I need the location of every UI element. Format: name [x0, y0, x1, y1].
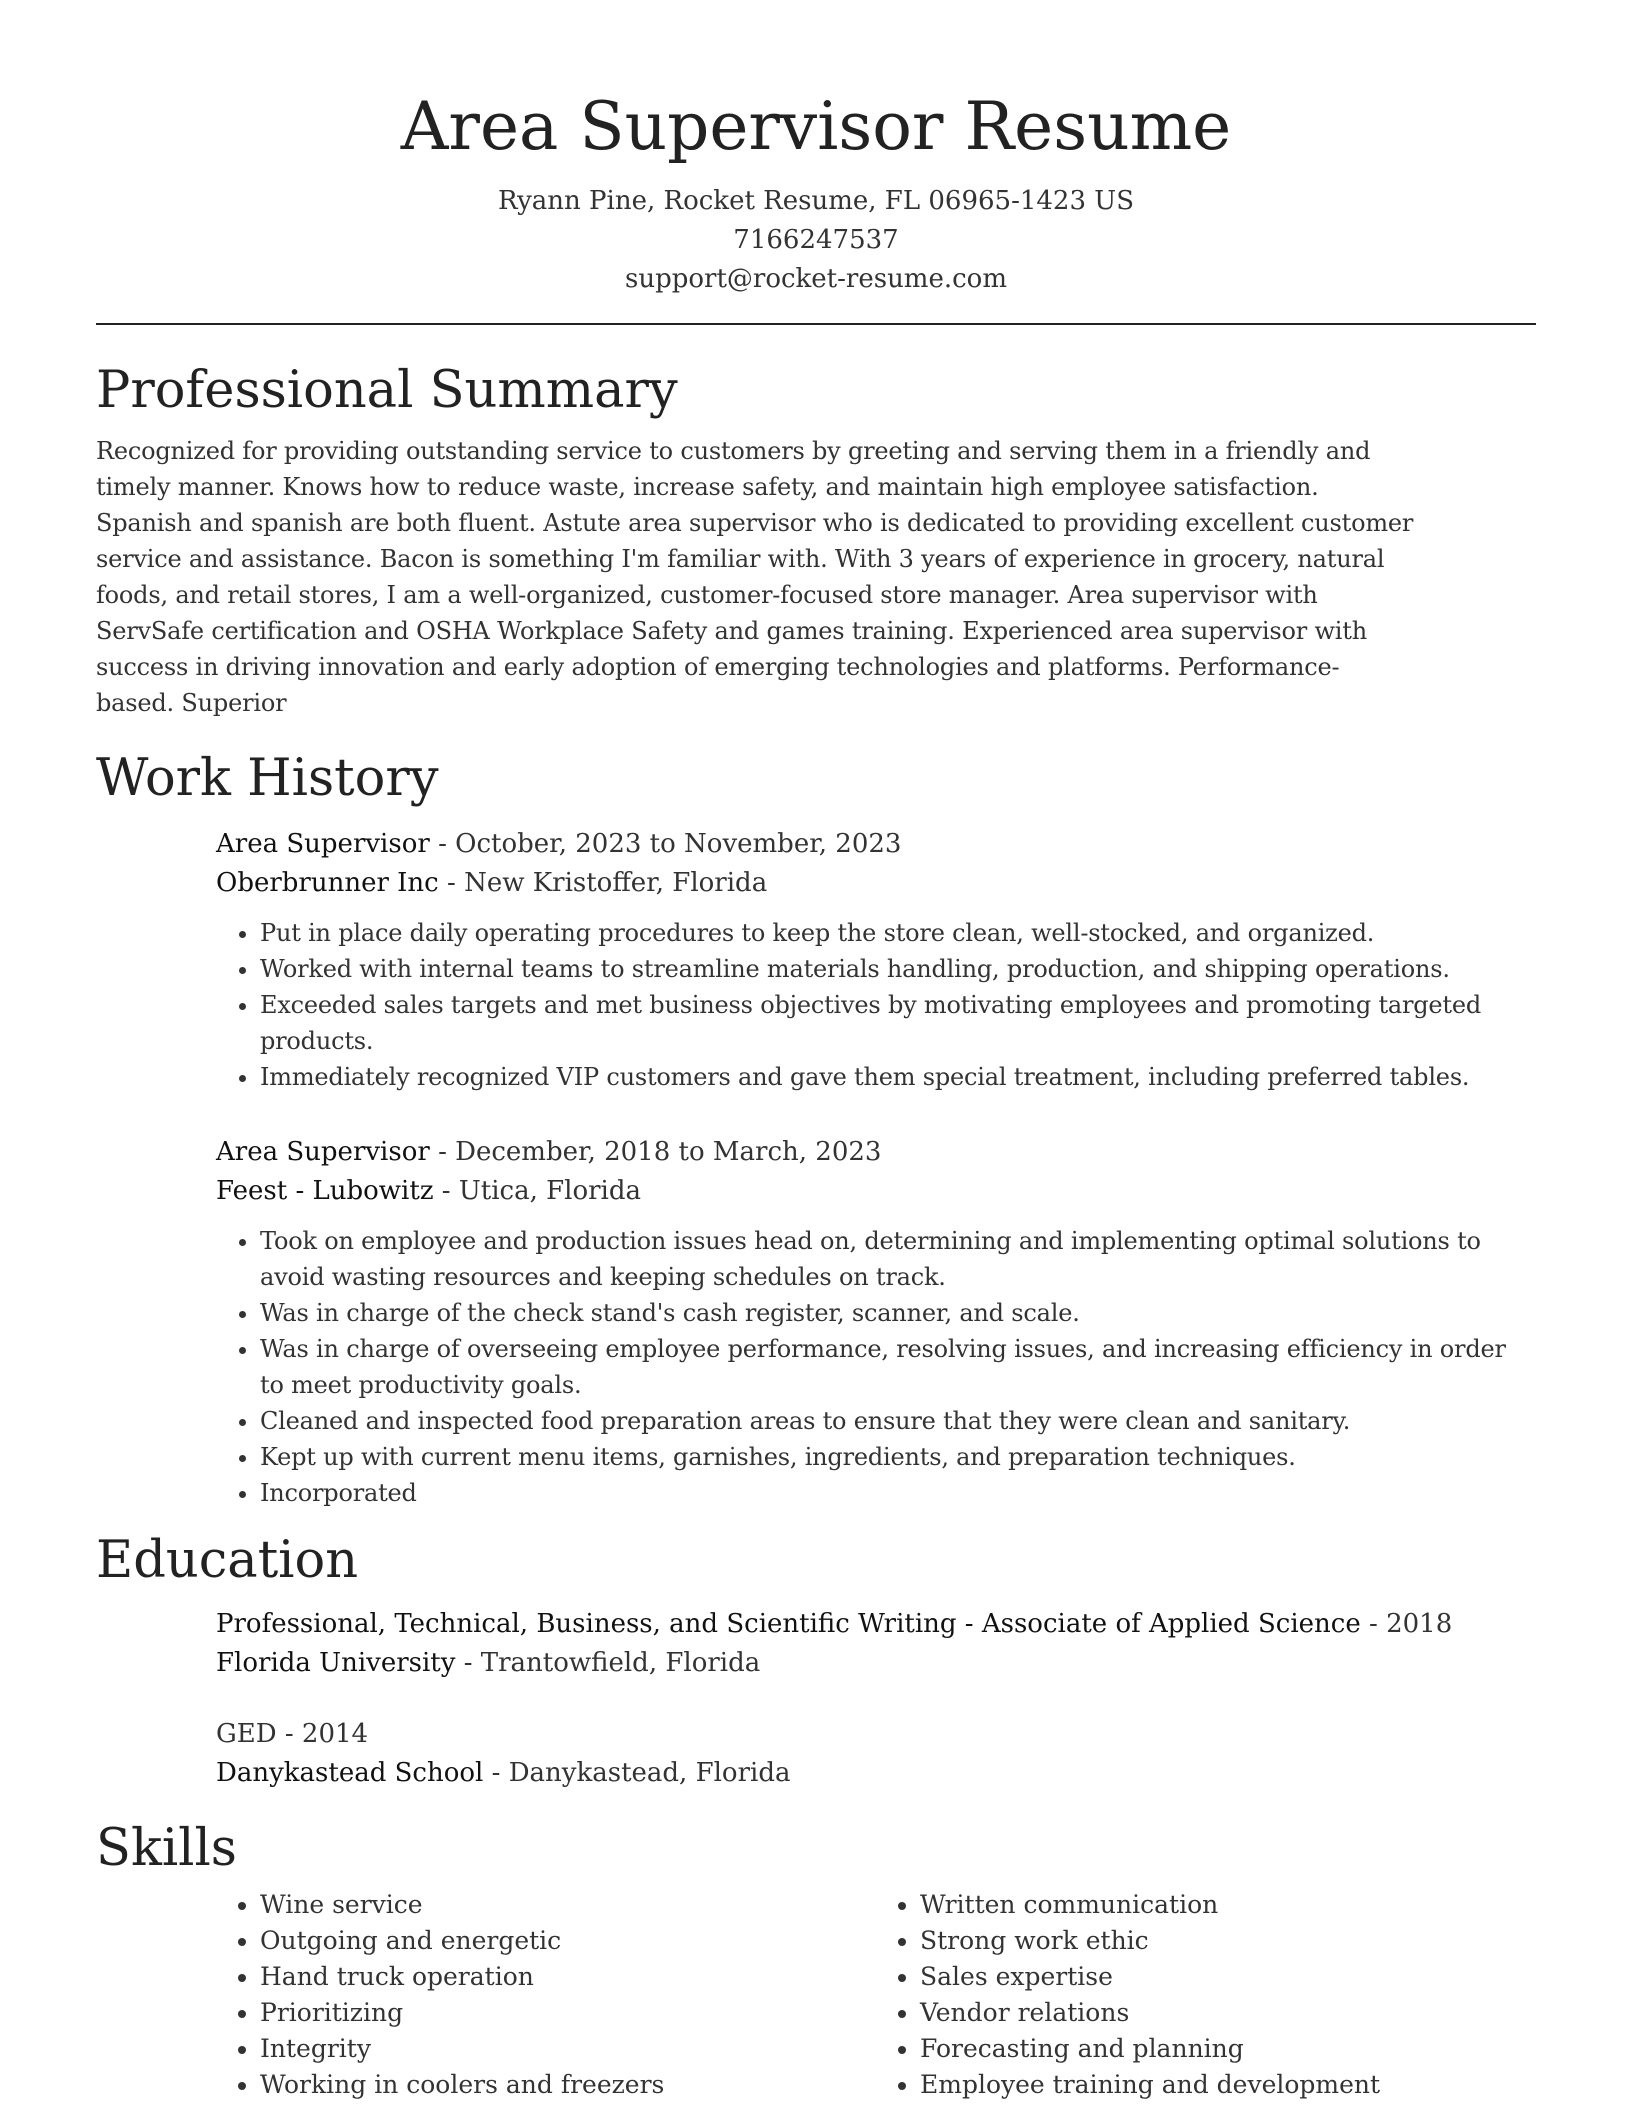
job-company: Feest - Lubowitz: [216, 1176, 434, 1206]
job-dates: - October, 2023 to November, 2023: [429, 829, 902, 859]
skill-item: • Vendor relations: [920, 1995, 1536, 2031]
skills-grid: [216, 1887, 1536, 2103]
education-entry: [216, 1715, 1536, 1793]
skill-item: • Outgoing and energetic: [260, 1923, 876, 1959]
page-title: Area Supervisor Resume: [400, 88, 1232, 165]
skill-item: • Working in coolers and freezers: [260, 2067, 876, 2103]
skill-item: • Written communication: [920, 1887, 1536, 1923]
school: Danykastead School: [216, 1758, 484, 1788]
school-location: - Trantowfield, Florida: [455, 1648, 761, 1678]
job-bullet: • Incorporated: [260, 1475, 1536, 1511]
degree: Professional, Technical, Business, and Scientific Writing - Associate of Applied Science: [216, 1609, 1361, 1639]
school-line: [216, 1644, 1536, 1683]
skill-item: • Forecasting and planning: [920, 2031, 1536, 2067]
job-company-line: [216, 864, 1536, 903]
school-location: - Danykastead, Florida: [483, 1758, 791, 1788]
degree-year: - 2014: [276, 1719, 369, 1749]
work-history-section: [96, 747, 1536, 1511]
education-heading: Education: [96, 1531, 359, 1590]
header-divider: [96, 323, 1536, 325]
job-bullet: • Kept up with current menu items, garnishes, ingredients, and preparation techniques.: [260, 1439, 1536, 1475]
job-bullet: • Put in place daily operating procedures to keep the store clean, well-stocked, and organized.: [260, 915, 1536, 951]
job-title-line: [216, 1133, 1536, 1172]
job-location: - New Kristoffer, Florida: [438, 868, 768, 898]
resume-page: [96, 0, 1536, 2103]
job-bullet: • Exceeded sales targets and met business objectives by motivating employees and promoting targeted products.: [260, 987, 1536, 1059]
job-bullet: • Cleaned and inspected food preparation areas to ensure that they were clean and sanitary.: [260, 1403, 1536, 1439]
job-title: Area Supervisor: [216, 829, 430, 859]
job-title: Area Supervisor: [216, 1137, 430, 1167]
job-bullet: • Immediately recognized VIP customers and gave them special treatment, including preferred tables.: [260, 1059, 1536, 1095]
school-line: [216, 1754, 1536, 1793]
skills-list-left: [216, 1887, 876, 2103]
education-entry: [216, 1605, 1536, 1683]
skill-item: • Prioritizing: [260, 1995, 876, 2031]
school: Florida University: [216, 1648, 456, 1678]
job-bullets: [216, 915, 1536, 1095]
job-location: - Utica, Florida: [433, 1176, 642, 1206]
degree-line: [216, 1605, 1536, 1644]
skill-item: • Hand truck operation: [260, 1959, 876, 1995]
work-history-heading: Work History: [96, 749, 439, 808]
degree-year: - 2018: [1360, 1609, 1453, 1639]
job-bullet: • Was in charge of the check stand's cash register, scanner, and scale.: [260, 1295, 1536, 1331]
skills-section: [96, 1817, 1536, 2103]
skill-item: • Wine service: [260, 1887, 876, 1923]
skills-list-right: [876, 1887, 1536, 2103]
contact-email: support@rocket-resume.com: [624, 264, 1007, 294]
degree-line: [216, 1715, 1536, 1754]
skill-item: • Sales expertise: [920, 1959, 1536, 1995]
job-entry: [216, 825, 1536, 1095]
skill-item: • Integrity: [260, 2031, 876, 2067]
summary-heading: Professional Summary: [96, 361, 678, 420]
summary-text: Recognized for providing outstanding service to customers by greeting and serving them in a friendly and timely manner. Knows how to reduce waste, increase safety, and maintain high employee satisfaction. Spanish and spanish are both fluent. Astute area supervisor who is dedicated to providing excellent customer service and assistance. Bacon is something I'm familiar with. With 3 years of experience in grocery, natural foods, and retail stores, I am a well-organized, customer-focused store manager. Area supervisor with ServSafe certification and OSHA Workplace Safety and games training. Experienced area supervisor with success in driving innovation and early adoption of emerging technologies and platforms. Performance-based. Superior: [96, 437, 1414, 717]
degree: GED: [216, 1719, 277, 1749]
job-title-line: [216, 825, 1536, 864]
education-section: [96, 1529, 1536, 1793]
job-company: Oberbrunner Inc: [216, 868, 439, 898]
job-entry: [216, 1133, 1536, 1511]
contact-address: Ryann Pine, Rocket Resume, FL 06965-1423 US: [497, 186, 1135, 216]
job-company-line: [216, 1172, 1536, 1211]
skill-item: • Employee training and development: [920, 2067, 1536, 2103]
job-dates: - December, 2018 to March, 2023: [429, 1137, 882, 1167]
summary-section: [96, 359, 1536, 721]
resume-header: [96, 0, 1536, 299]
contact-phone: 7166247537: [733, 225, 899, 255]
job-bullets: [216, 1223, 1536, 1511]
skill-item: • Strong work ethic: [920, 1923, 1536, 1959]
job-bullet: • Took on employee and production issues head on, determining and implementing optimal solutions to avoid wasting resources and keeping schedules on track.: [260, 1223, 1536, 1295]
skills-heading: Skills: [96, 1819, 237, 1878]
job-bullet: • Worked with internal teams to streamline materials handling, production, and shipping operations.: [260, 951, 1536, 987]
job-bullet: • Was in charge of overseeing employee performance, resolving issues, and increasing efficiency in order to meet productivity goals.: [260, 1331, 1536, 1403]
